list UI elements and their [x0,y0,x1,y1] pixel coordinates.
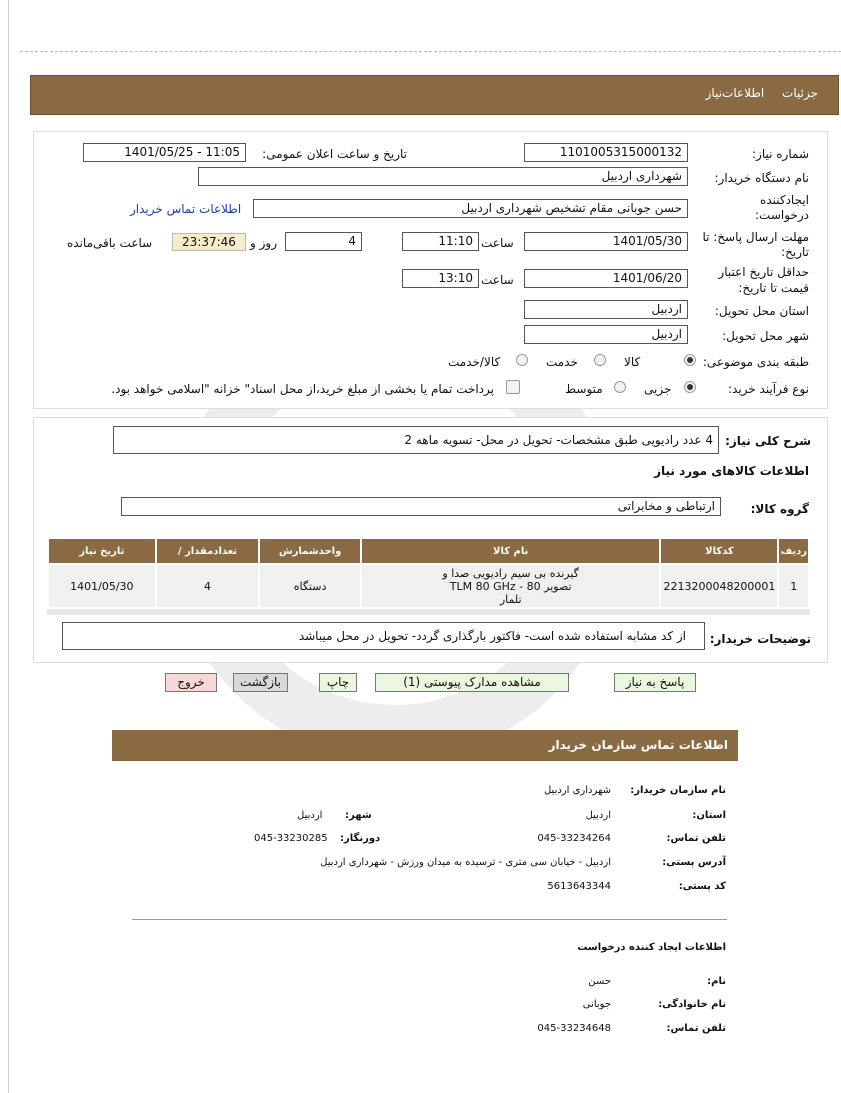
city-field[interactable]: اردبیل [524,325,688,344]
contact-province: اردبیل [585,810,611,821]
col-qty: تعدادمقدار / [156,538,260,564]
contact-city-label: شهر: [345,810,372,821]
contact-section-bar [112,730,738,761]
requester-phone-label: تلفن تماس: [666,1023,726,1034]
deadline-label-1: مهلت ارسال پاسخ: تا [702,230,809,244]
remaining-timer: 23:37:46 [172,233,246,251]
buyer-notes-field[interactable]: از کد مشابه استفاده شده است- فاکتور بارگذاری گردد- تحویل در محل میباشد [62,622,705,650]
table-row[interactable] [48,564,809,608]
left-border [8,0,9,1093]
process-option-minor: جزیی [644,382,672,396]
province-field[interactable]: اردبیل [524,300,688,319]
deadline-date-field[interactable]: 1401/05/30 [524,232,688,251]
contact-postal: 5613643344 [547,881,611,892]
requester-family-label: نام خانوادگی: [658,999,726,1010]
contact-org: شهرداری اردبیل [543,785,611,796]
category-option-both: کالا/خدمت [448,355,501,369]
items-table-wrap [47,537,810,615]
contact-address-label: آدرس پستی: [662,857,726,868]
contact-phone-label: تلفن تماس: [666,833,726,844]
deadline-time-label: ساعت [481,236,514,250]
requester-name-label: نام: [707,976,726,987]
attachments-button[interactable]: مشاهده مدارک پیوستی (1) [375,673,569,692]
print-button[interactable]: چاپ [319,673,357,692]
treasury-payment-checkbox[interactable] [506,380,520,394]
contact-org-label: نام سازمان خریدار: [630,785,726,796]
category-radio-service[interactable] [594,354,606,366]
cell-name-line2: تصویر 80 - TLM 80 GHz [449,579,572,593]
col-name: نام کالا [361,538,661,564]
category-option-service: خدمت [546,355,578,369]
creator-label-1: ایجادکننده [760,193,809,207]
need-number-field[interactable]: 1101005315000132 [524,143,688,162]
process-label: نوع فرآیند خرید: [728,382,809,396]
col-unit: واحدشمارش [259,538,361,564]
process-radio-minor[interactable] [684,381,696,393]
announce-label: تاریخ و ساعت اعلان عمومی: [262,147,407,161]
buyer-notes-label: توضیحات خریدار: [709,632,811,646]
deadline-label-2: تاریخ: [781,245,809,259]
category-radio-both[interactable] [516,354,528,366]
remaining-label: ساعت باقی‌مانده [67,236,153,250]
reply-button[interactable]: پاسخ به نیاز [614,673,696,692]
summary-label: شرح کلی نیاز: [725,434,811,448]
contact-phone: 045-33234264 [537,833,611,844]
cell-name-line3: تلمار [499,592,522,606]
col-date: تاریخ نیاز [48,538,156,564]
requester-family: جوبانی [582,999,611,1010]
creator-label-2: درخواست: [755,208,809,222]
validity-date-field[interactable]: 1401/06/20 [524,269,688,288]
validity-time-label: ساعت [481,273,514,287]
cell-code: 2213200048200001 [660,564,778,608]
treasury-payment-note: پرداخت تمام یا بخشی از مبلغ خرید،از محل اسناد" خزانه "اسلامی خواهد بود. [111,382,494,396]
city-label: شهر محل تحویل: [722,329,809,343]
buyer-contact-link[interactable]: اطلاعات تماس خریدار [130,202,242,216]
exit-button[interactable]: خروج [165,673,217,692]
validity-label-1: حداقل تاریخ اعتبار [718,265,809,279]
cell-index: 1 [778,564,809,608]
deadline-time-field[interactable]: 11:10 [402,232,479,251]
validity-label-2: قیمت تا تاریخ: [738,281,809,295]
requester-name: حسن [588,976,611,987]
items-table [47,537,810,609]
contact-postal-label: کد پستی: [678,881,726,892]
process-radio-medium[interactable] [614,381,626,393]
contact-address: اردبیل - خیابان سی متری - ترسیده به میدان ورزش - شهرداری اردبیل [320,857,611,868]
contact-city: اردبیل [297,810,323,821]
days-label: روز و [250,236,277,250]
cell-date: 1401/05/30 [48,564,156,608]
col-index: ردیف [778,538,809,564]
cell-qty: 4 [156,564,260,608]
back-button[interactable]: بازگشت [233,673,288,692]
group-label: گروه کالا: [750,502,809,516]
category-radio-goods[interactable] [684,354,696,366]
tab-details[interactable]: جزئیات [782,86,818,100]
cell-unit: دستگاه [259,564,361,608]
goods-title: اطلاعات کالاهای مورد نیاز [654,464,809,478]
cell-name-line1: گیرنده بی سیم رادیویی صدا و [442,566,579,580]
process-option-medium: متوسط [565,382,603,396]
creator-field[interactable]: حسن جوبانی مقام تشخیص شهرداری اردبیل [253,199,688,218]
requester-phone: 045-33234648 [537,1023,611,1034]
days-field[interactable]: 4 [285,232,362,251]
category-option-goods: کالا [624,355,641,369]
col-code: کدکالا [660,538,778,564]
requester-title: اطلاعات ایجاد کننده درخواست [577,942,726,953]
contact-section-title: اطلاعات تماس سازمان خریدار [548,738,728,752]
contact-fax-label: دورنگار: [340,833,381,844]
validity-time-field[interactable]: 13:10 [402,269,479,288]
buyer-org-field[interactable]: شهرداری اردبیل [198,167,688,186]
summary-field[interactable]: 4 عدد رادیویی طبق مشخصات- تحویل در محل- تسویه ماهه 2 [113,426,719,454]
tab-need-info[interactable]: اطلاعات‌نیاز [705,86,765,100]
contact-province-label: استان: [692,810,726,821]
cell-name [361,564,661,608]
header-bar [30,75,839,115]
contact-divider [132,919,727,920]
province-label: استان محل تحویل: [714,304,809,318]
top-divider [20,51,841,52]
buyer-org-label: نام دستگاه خریدار: [714,171,809,185]
contact-fax: 045-33230285 [254,833,328,844]
group-field[interactable]: ارتباطی و مخابراتی [121,497,721,516]
category-label: طبقه بندی موضوعی: [702,355,809,369]
announce-field[interactable]: 1401/05/25 - 11:05 [83,143,246,162]
need-number-label: شماره نیاز: [752,147,809,161]
table-header-row [48,538,809,564]
